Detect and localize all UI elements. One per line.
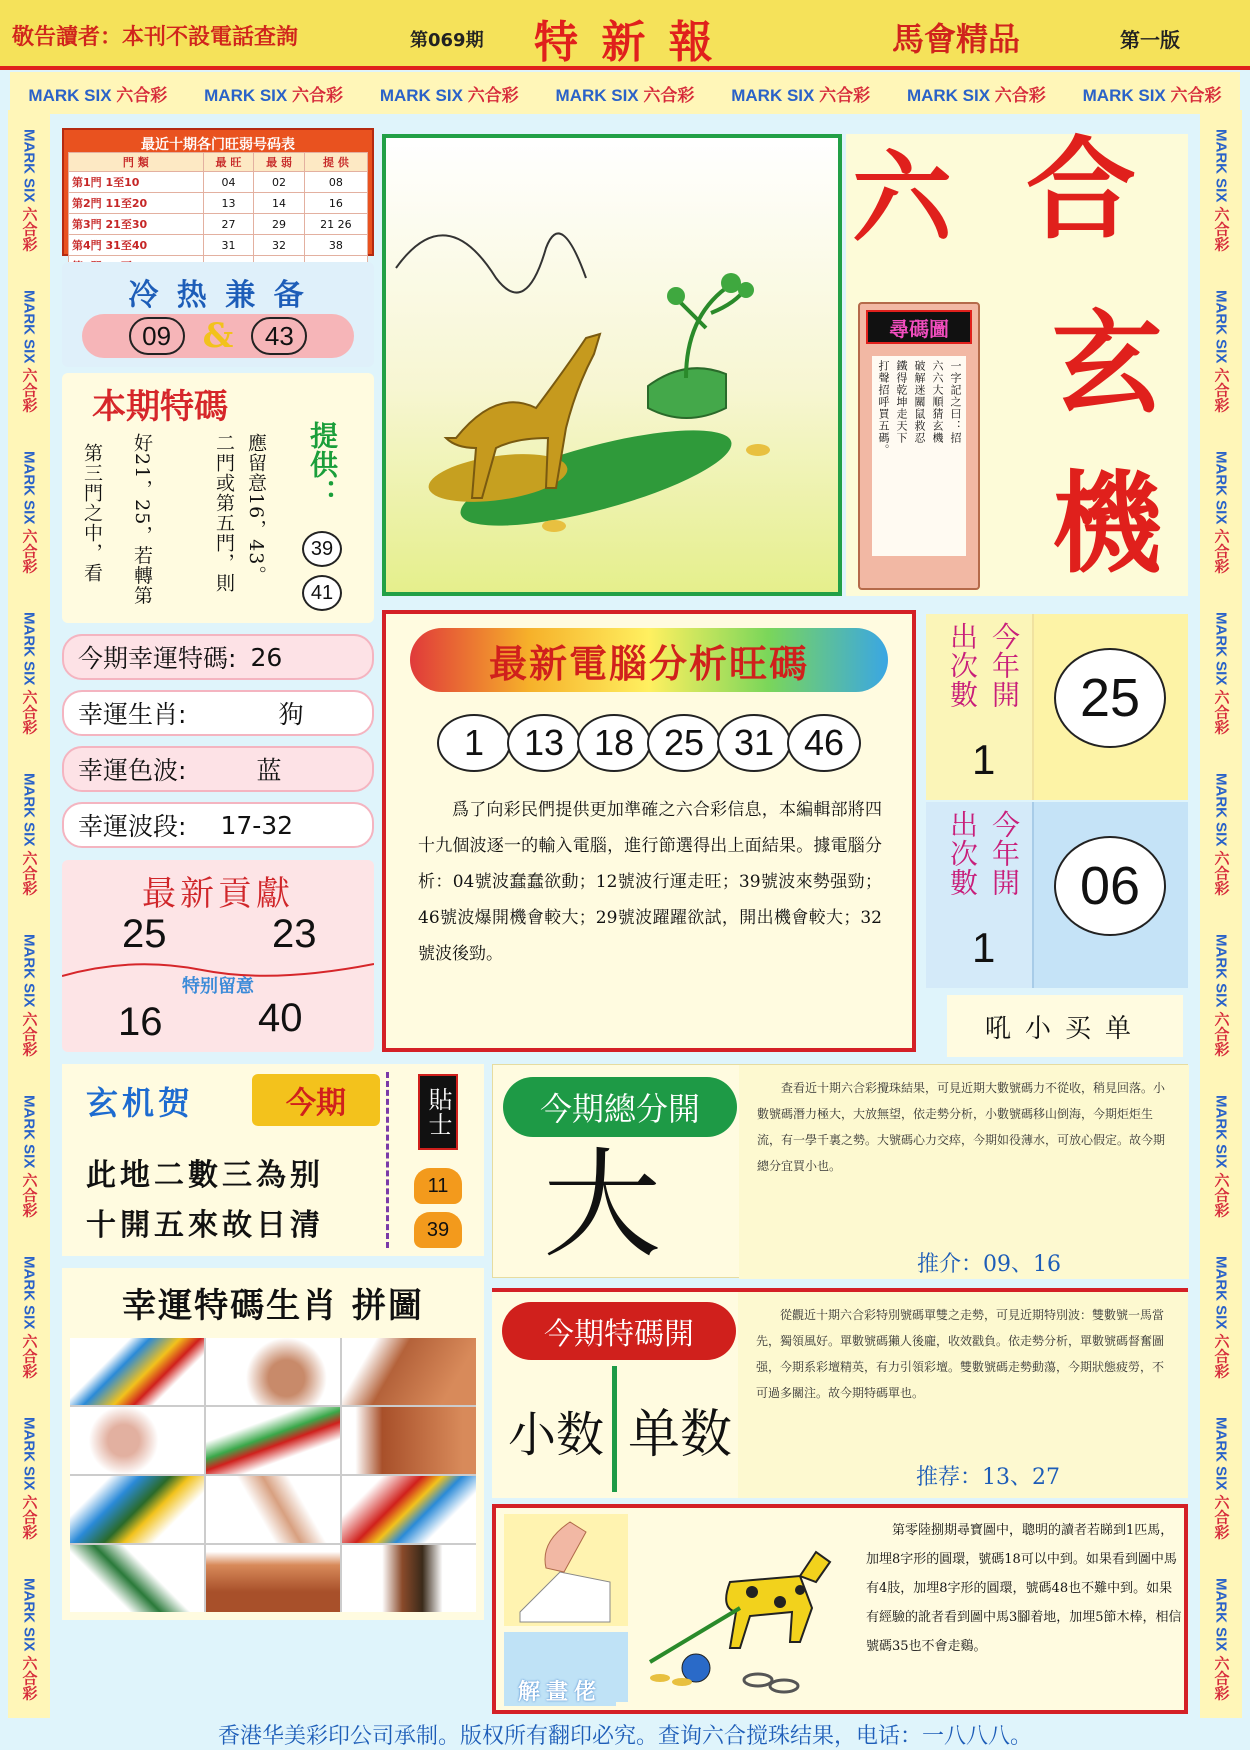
table-row: 第3門 21至30 27 29 21 26 [69,214,368,235]
special-code-box [62,373,374,623]
mark-six-label: MARK SIX 六合彩 [1212,290,1230,413]
tips-tag: 貼士 [418,1074,458,1150]
mark-six-label: MARK SIX 六合彩 [1212,1417,1230,1540]
small-number-label: 小数 [508,1407,605,1463]
year-stat-box [926,614,1188,800]
special-title: 本期特碼 [92,387,228,427]
mark-six-label: MARK SIX 六合彩 [20,612,38,735]
puzzle-piece [206,1407,340,1474]
newspaper-title: 特 新 報 [534,17,717,68]
year-stat-count: 1 [972,924,996,971]
computer-ball: 31 [717,714,791,772]
rank-col-header: 提 供 [304,153,367,172]
contribution-box [62,860,374,1052]
rank-col-header: 最 弱 [254,153,305,172]
mark-six-label: MARK SIX 六合彩 [555,85,695,105]
contribution-note: 特别留意 [182,976,254,997]
year-stat-ball: 25 [1054,648,1166,748]
table-row: 第4門 31至40 31 32 38 [69,235,368,256]
mark-six-label: MARK SIX 六合彩 [1212,1256,1230,1379]
rank-table [68,152,368,277]
provide-label: 提供： [306,421,339,508]
puzzle-piece [70,1545,204,1612]
mark-six-label: MARK SIX 六合彩 [379,85,519,105]
special-open-text: 從觀近十期六合彩特別號碼單雙之走勢，可見近期特別波：雙數號一馬當先，獨領風好。單數號碼獺人後龐，收效戳負。依走勢分析，單數號碼督奮圖强，今期系彩壇精英，有力引領彩壇。雙數號碼走勢動蕩，今期狀態疲勞，不可過多關注。故今期特碼單也。 [756,1308,1165,1400]
butterfly-tip: 39 [414,1212,462,1248]
mark-six-strip-top [10,72,1240,114]
mark-six-label: MARK SIX 六合彩 [28,85,168,105]
mark-six-label: MARK SIX 六合彩 [1212,1578,1230,1701]
total-text: 查看近十期六合彩攪珠結果，可見近期大數號碼力不從收，稍見回落。小數號碼潛力極大，大放無望，依走勢分析，小數號碼移山倒海，今期炬炬生流，有一學千裏之勢。大號碼心力交瘁，今期如役薄水，可放心假定。故今期總分宜買小也。 [757,1081,1166,1173]
poem-line: 打聲招呼買五碼。 [877,360,890,456]
hot-cold-numbers [82,314,354,358]
special-open-section [492,1288,1188,1498]
mark-six-strip-right [1200,110,1242,1720]
mystery-char: 機 [1052,460,1162,588]
lucky-zodiac-row [62,690,374,736]
puzzle-grid [70,1338,476,1612]
computer-title: 最新電腦分析旺碼 [488,641,809,686]
contribution-number: 40 [258,996,303,1040]
mark-six-label: MARK SIX 六合彩 [20,934,38,1057]
provide-ball: 39 [302,531,342,567]
computer-ball: 1 [437,714,511,772]
mark-six-label: MARK SIX 六合彩 [1212,129,1230,252]
special-col-2: 二門或第五門，則 [213,433,235,593]
puzzle-piece [206,1338,340,1405]
poem-line: 六六大順猜玄機 [931,360,944,444]
puzzle-piece [342,1407,476,1474]
table-row: 第2門 11至20 13 14 16 [69,193,368,214]
puzzle-piece [206,1545,340,1612]
lucky-zodiac-label: 幸運生肖: [78,700,187,729]
puzzle-piece [70,1476,204,1543]
year-stat-label: 今年開 [988,810,1021,897]
computer-ball: 25 [647,714,721,772]
footer-text: 香港华美彩印公司承制。版权所有翻印必究。查询六合搅珠结果，电话：一八八八。 [217,1723,1032,1749]
brand-label: 馬會精品 [892,20,1021,58]
puzzle-piece [70,1407,204,1474]
rank-col-header: 最 旺 [203,153,254,172]
footer-bar [0,1718,1250,1750]
liuhe-mystery-box [846,126,1188,596]
cold-number: 43 [251,317,307,355]
hot-number: 09 [129,317,185,355]
poem-title: 一字記之曰：招 [949,360,962,444]
rank-table-title: 最近十期各门旺弱号码表 [141,137,295,153]
mystery-char: 六 [852,140,952,257]
riddle-box [62,1064,484,1256]
computer-title-banner [410,628,888,692]
scroll-paper [858,302,980,590]
lucky-color-value: 蓝 [256,756,282,785]
mark-six-label: MARK SIX 六合彩 [20,773,38,896]
header-bar [0,0,1250,70]
solve-text: 第零陸捌期尋寶圖中，聰明的讀者若睇到1匹馬，加埋8字形的圓環，號碼18可以中到。如果看到圖中馬有4肢，加埋8字形的圓環，號碼48也不難中到。如果有經驗的訛者看到圖中馬3腳着地，加埋5節木棒，相信號碼35也不會走鷄。 [866,1523,1182,1654]
total-section [492,1013,1188,1278]
puzzle-piece [206,1476,340,1543]
riddle-title: 玄机贺 [86,1084,195,1122]
mark-six-label: MARK SIX 六合彩 [20,1578,38,1701]
year-stat-label: 出次數 [946,810,979,897]
dog-scene-graphic [386,138,838,592]
issue-number: 第069期 [410,30,484,51]
year-stat-box [926,802,1188,988]
solve-tag: 解畫佬 [504,1674,616,1706]
computer-analysis-box [382,610,916,1052]
lucky-special-value: 26 [250,642,283,672]
mark-six-label: MARK SIX 六合彩 [1212,934,1230,1057]
riddle-line: 十開五來故日清 [86,1208,324,1243]
mark-six-label: MARK SIX 六合彩 [20,129,38,252]
year-stat-label: 今年開 [988,622,1021,709]
mark-six-label: MARK SIX 六合彩 [20,451,38,574]
divider [612,1366,617,1492]
puzzle-piece [342,1545,476,1612]
special-col-3: 好21，25，若轉第 [131,433,153,606]
riddle-issue-tag: 今期 [252,1074,380,1126]
special-col-4: 第三門之中，看 [81,443,103,583]
riddle-line: 此地二數三為别 [86,1158,324,1193]
special-open-recommend: 推荐：13、27 [916,1465,1060,1490]
total-big-char: 大 [543,1136,662,1274]
table-row: 第1門 1至10 04 02 08 [69,172,368,193]
poem-line: 破解迷關鼠救忍 [913,360,926,444]
rank-table-box [62,128,374,256]
mystery-char: 合 [1026,126,1136,254]
puzzle-piece [342,1476,476,1543]
year-stat-ball: 06 [1054,836,1166,936]
edition-label: 第一版 [1120,28,1180,52]
mark-six-label: MARK SIX 六合彩 [1082,85,1222,105]
computer-ball: 13 [507,714,581,772]
mark-six-label: MARK SIX 六合彩 [20,1417,38,1540]
lucky-special-row [62,634,374,680]
lucky-color-row [62,746,374,792]
mark-six-label: MARK SIX 六合彩 [731,85,871,105]
ampersand: & [202,316,234,356]
puzzle-piece [342,1338,476,1405]
year-stat-count: 1 [972,736,996,783]
lucky-band-label: 幸運波段: [78,812,187,841]
butterfly-tip: 11 [414,1168,462,1204]
lucky-special-label: 今期幸運特碼: [78,644,237,673]
mark-six-label: MARK SIX 六合彩 [1212,1095,1230,1218]
poem-line: 鐵得乾坤走天下 [895,360,908,444]
contribution-number: 25 [122,912,167,956]
computer-balls [386,714,912,772]
puzzle-title: 幸運特碼生肖 拼圖 [122,1286,424,1326]
hot-cold-box [62,262,374,367]
special-col-1: 應留意16，43。 [245,433,267,586]
computer-analysis-text: 爲了向彩民們提供更加準確之六合彩信息，本編輯部將四十九個波逐一的輸入電腦，進行節選得出上面結果。據電腦分析：04號波蠢蠢欲動；12號波行運走旺；39號波來勢强勁；46號波爆開機會較大；29號波躍躍欲試，開出機會較大；32號波後勁。 [418,800,882,964]
lucky-color-label: 幸運色波: [78,756,187,785]
mark-six-strip-left [8,110,50,1720]
scroll-poem [872,356,966,556]
search-code-banner: 尋碼圖 [866,310,972,344]
mark-six-label: MARK SIX 六合彩 [204,85,343,105]
special-open-label: 今期特碼開 [502,1302,736,1360]
mark-six-label: MARK SIX 六合彩 [906,85,1046,105]
notice-text: 敬告讀者：本刊不設電話查詢 [12,25,299,50]
lucky-band-value: 17-32 [220,810,294,840]
lucky-band-row [62,802,374,848]
lucky-zodiac-value: 狗 [278,700,304,729]
contribution-number: 16 [118,1000,163,1044]
mark-six-label: MARK SIX 六合彩 [20,1256,38,1379]
small-buy-tag: 吼小买单 [947,995,1183,1057]
mark-six-label: MARK SIX 六合彩 [20,290,38,413]
rank-col-header: 門 類 [69,153,204,172]
contribution-number: 23 [272,912,317,956]
mark-six-label: MARK SIX 六合彩 [20,1095,38,1218]
mystery-char: 玄 [1052,300,1162,428]
zodiac-puzzle-box [62,1268,484,1620]
mark-six-label: MARK SIX 六合彩 [1212,612,1230,735]
computer-ball: 18 [577,714,651,772]
dog-illustration [382,134,842,596]
mark-six-label: MARK SIX 六合彩 [1212,773,1230,896]
total-recommend: 推介：09、16 [917,1252,1061,1277]
mark-six-label: MARK SIX 六合彩 [1212,451,1230,574]
puzzle-piece [70,1338,204,1405]
contribution-title: 最新貢獻 [142,874,294,914]
computer-ball: 46 [787,714,861,772]
odd-number-label: 单数 [628,1405,733,1465]
solve-picture-section [492,1504,1188,1714]
year-stat-label: 出次數 [946,622,979,709]
dashed-divider [386,1072,389,1248]
total-label: 今期總分開 [503,1077,737,1137]
hot-cold-title: 冷 热 兼 备 [128,278,308,313]
provide-ball: 41 [302,575,342,611]
